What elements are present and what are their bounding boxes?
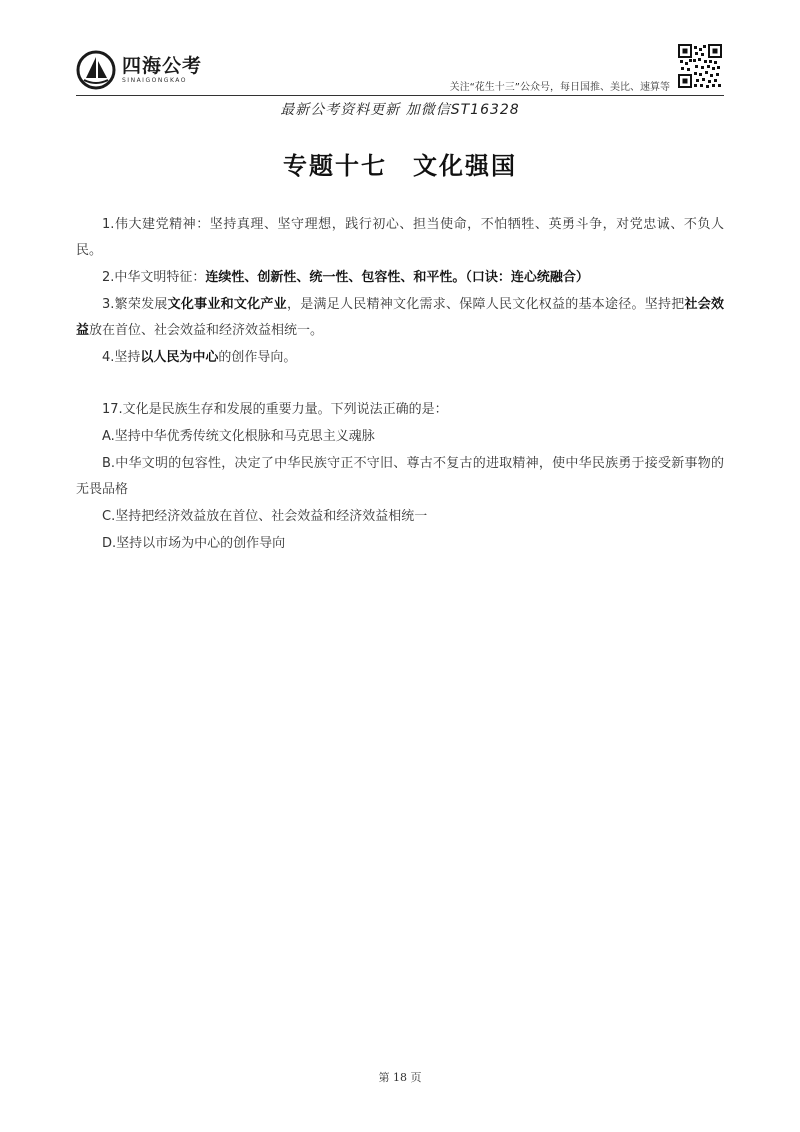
title-topic-number: 专题十七 xyxy=(283,152,387,180)
option-a: A.坚持中华优秀传统文化根脉和马克思主义魂脉 xyxy=(102,429,375,444)
point-3-bold-1: 文化事业和文化产业 xyxy=(167,297,287,312)
promo-line: 最新公考资料更新 加微信ST16328 xyxy=(280,102,520,118)
page-title xyxy=(0,146,800,181)
point-4-tail: 的创作导向。 xyxy=(218,350,297,365)
logo-subtitle: SINAIGONGKAO xyxy=(122,77,188,84)
point-4-lead: 4.坚持 xyxy=(102,350,141,365)
point-3-bold-2: 社会效益 xyxy=(76,297,724,338)
point-4-bold: 以人民为中心 xyxy=(140,350,219,365)
point-2-lead: 2.中华文明特征： xyxy=(102,270,206,285)
logo-name: 四海公考 xyxy=(122,55,203,77)
point-3-lead: 3.繁荣发展 xyxy=(102,297,168,312)
header-note: 关注“花生十三”公众号，每日国推、美比、速算等 xyxy=(449,82,670,93)
content-body xyxy=(76,212,724,558)
point-2 xyxy=(76,265,724,291)
question-stem: 17.文化是民族生存和发展的重要力量。下列说法正确的是： xyxy=(102,402,448,417)
header-divider xyxy=(76,95,724,96)
title-topic-name: 文化强国 xyxy=(413,152,517,180)
point-3 xyxy=(76,292,724,344)
point-1: 1.伟大建党精神：坚持真理、坚守理想，践行初心、担当使命，不怕牺牲、英勇斗争，对党忠诚、不负人民。 xyxy=(76,217,724,258)
page-number: 第 18 页 xyxy=(378,1071,422,1084)
option-c: C.坚持把经济效益放在首位、社会效益和经济效益相统一 xyxy=(102,509,428,524)
point-3-tail: 放在首位、社会效益和经济效益相统一。 xyxy=(89,323,324,338)
point-3-mid: ，是满足人民精神文化需求、保障人民文化权益的基本途径。坚持把 xyxy=(286,297,685,312)
option-d: D.坚持以市场为中心的创作导向 xyxy=(102,536,286,551)
point-4 xyxy=(76,345,724,371)
page-header xyxy=(0,0,800,100)
logo xyxy=(76,50,202,90)
sailboat-logo-icon xyxy=(76,50,116,90)
option-b: B.中华文明的包容性，决定了中华民族守正不守旧、尊古不复古的进取精神，使中华民族勇于接受新事物的无畏品格 xyxy=(76,456,724,497)
point-2-bold: 连续性、创新性、统一性、包容性、和平性。（口诀：连心统融合） xyxy=(205,270,589,285)
qr-code-icon xyxy=(678,44,722,88)
